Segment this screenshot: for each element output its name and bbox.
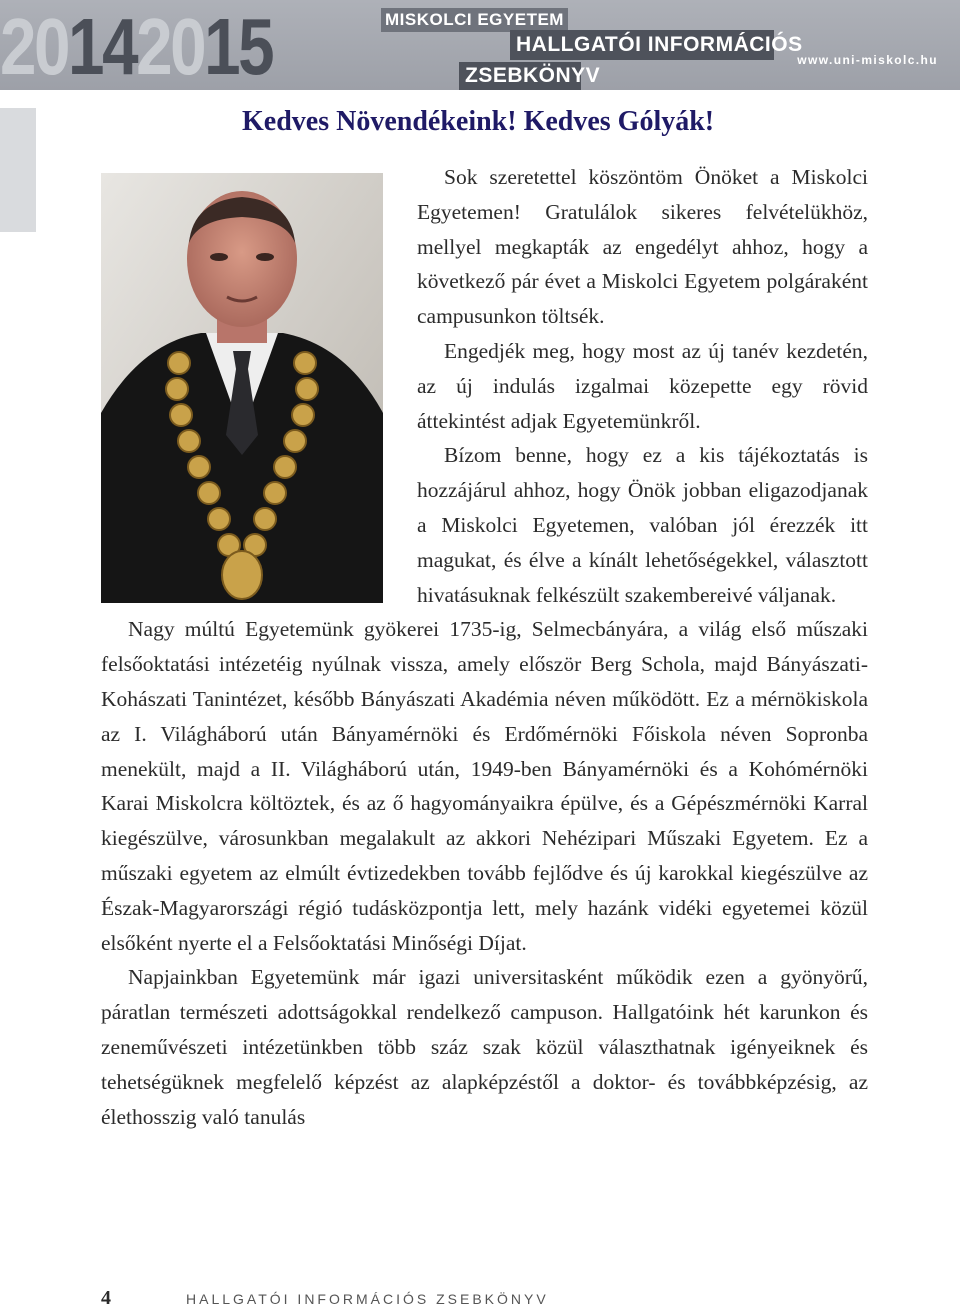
year-part-4: 15 xyxy=(204,2,273,90)
year-part-1: 20 xyxy=(0,2,69,90)
year-part-2: 14 xyxy=(68,2,137,90)
letter-body xyxy=(101,160,868,1134)
paragraph-2: Engedjék meg, hogy most az új tanév kezdetén, az új indulás izgalmai közepette egy rövid áttekintést adjak Egyetemünkről. xyxy=(417,338,868,433)
website-url: www.uni-miskolc.hu xyxy=(797,53,938,67)
paragraph-3: Bízom benne, hogy ez a kis tájékoztatás is hozzájárul ahhoz, hogy Önök jobban eligazodjanak a Miskolci Egyetemen, valóban jól érezzék itt magukat, és élve a kínált lehetőségekkel, választott hivatásuknak felkészült szakembereivé váljanak. xyxy=(417,443,868,607)
page-header xyxy=(0,0,960,90)
booklet-title-line: HALLGATÓI INFORMÁCIÓS xyxy=(510,30,774,60)
page-number: 4 xyxy=(101,1287,111,1309)
portrait-float-space xyxy=(101,160,417,612)
year-part-3: 20 xyxy=(136,2,205,90)
footer-title: HALLGATÓI INFORMÁCIÓS ZSEBKÖNYV xyxy=(186,1291,549,1307)
paragraph-5: Napjainkban Egyetemünk már igazi universitasként működik ezen a gyönyörű, páratlan természeti adottságokkal rendelkező campuson. Hallgatóink hét karunkon és zeneművészeti intézetünkben több száz szak közül választhatnak igényeiknek és tehetségüknek megfelelő képzést az alapképzéstől a doktor- és továbbképzésig, az élethosszig való tanulás xyxy=(101,965,868,1129)
greeting-heading: Kedves Növendékeink! Kedves Gólyák! xyxy=(242,106,715,137)
side-accent-bar xyxy=(0,108,36,232)
booklet-subtitle-line: ZSEBKÖNYV xyxy=(459,62,581,90)
paragraph-4: Nagy múltú Egyetemünk gyökerei 1735-ig, Selmecbányára, a világ első műszaki felsőoktatási intézetéig nyúlnak vissza, amely először Berg Schola, majd Bányászati-Kohászati Tanintézet, később Bányászati Akadémia néven működött. Ez a mérnökiskola az I. Világháború után Bányamérnöki és Erdőmérnöki Főiskola néven Sopronba menekült, majd a II. Világháború után, 1949-ben Bányamérnöki és a Kohómérnöki Karai Miskolcra költöztek, és az ő hagyományaikra épülve, és a Gépészmérnöki Karral kiegészülve, városunkban megalakult az akkori Nehézipari Műszaki Egyetem. Ez a műszaki egyetem az elmúlt évtizedekben tovább fejlődve és új karokkal kiegészülve az Észak-Magyarországi régió tudásközpontja lett, mely hazánk vidéki egyetemei közül elsőként nyerte el a Felsőoktatási Minőségi Díjat. xyxy=(101,617,868,955)
year-logo xyxy=(0,4,272,90)
university-name: MISKOLCI EGYETEM xyxy=(381,8,568,32)
paragraph-1: Sok szeretettel köszöntöm Önöket a Miskolci Egyetemen! Gratulálok sikeres felvételükhöz, mellyel megkapták az engedélyt ahhoz, hogy a következő pár évet a Miskolci Egyetem polgáraként campusunkon töltsék. xyxy=(417,165,868,329)
